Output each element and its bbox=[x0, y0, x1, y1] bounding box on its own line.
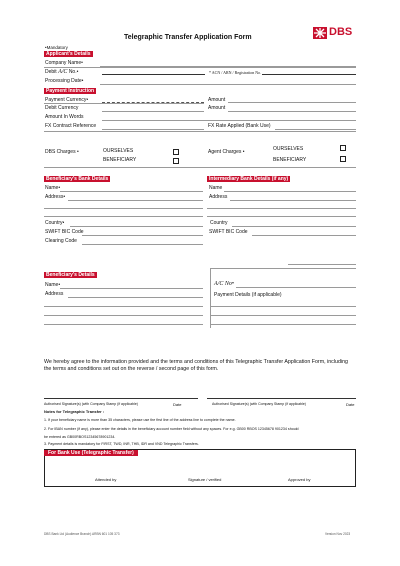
inter-bank-country-label: Country bbox=[210, 220, 228, 226]
beneficiary-header: Beneficiary's Details bbox=[46, 272, 95, 278]
bene-bank-address-line-3[interactable] bbox=[44, 216, 203, 217]
beneficiary-ac-field[interactable] bbox=[236, 287, 356, 288]
right-date-label: Date bbox=[346, 402, 355, 407]
inter-bank-address-label: Address bbox=[209, 194, 228, 200]
bene-bank-name-field[interactable] bbox=[60, 191, 203, 192]
beneficiary-1-label: BENEFICIARY bbox=[103, 157, 137, 163]
beneficiary-address-line-4[interactable] bbox=[44, 324, 203, 325]
inter-bank-extra-field[interactable] bbox=[288, 264, 356, 265]
company-name-label: Company Name• bbox=[45, 60, 83, 66]
left-date-label: Date bbox=[173, 402, 182, 407]
debit-currency-field[interactable] bbox=[102, 111, 204, 112]
note-2b: be entered as GB00RBOS12345678901234. bbox=[44, 435, 116, 439]
amount-2-label: Amount bbox=[208, 105, 226, 111]
debit-word: Debit bbox=[45, 69, 57, 75]
bene-bank-swift-field[interactable] bbox=[82, 235, 203, 236]
payment-details-line-1[interactable] bbox=[210, 306, 356, 307]
inter-bank-address-line-1[interactable] bbox=[230, 200, 356, 201]
payment-details-line-2[interactable] bbox=[210, 315, 356, 316]
dbs-logo-icon bbox=[313, 27, 327, 39]
amount-words-field[interactable] bbox=[102, 120, 356, 121]
acn-label: * ACN / ARN / Registration No. bbox=[209, 70, 262, 75]
fx-rate-label: FX Rate Applied (Bank Use) bbox=[208, 123, 271, 129]
applicant-header: Applicant's Details bbox=[46, 51, 91, 57]
beneficiary-ac-label: A/C No• bbox=[214, 281, 234, 287]
no-word: No.• bbox=[68, 69, 79, 75]
bene-bank-clearing-label: Clearing Code bbox=[45, 238, 77, 244]
bank-use-header: For Bank Use (Telegraphic Transfer) bbox=[44, 450, 138, 456]
divider bbox=[44, 67, 356, 68]
ourselves-1-label: OURSELVES bbox=[103, 148, 134, 154]
inter-bank-country-field[interactable] bbox=[232, 226, 356, 227]
approved-by-label: Approved by bbox=[288, 477, 311, 482]
left-signature-label: Authorised Signature(s) (with Company Stamp (if applicable) bbox=[44, 402, 138, 406]
notes-title: Notes for Telegraphic Transfer : bbox=[44, 409, 105, 414]
divider bbox=[44, 131, 356, 132]
inter-bank-name-label: Name bbox=[209, 185, 223, 191]
beneficiary-address-line-3[interactable] bbox=[44, 315, 203, 316]
inter-bank-swift-field[interactable] bbox=[252, 235, 356, 236]
divider bbox=[44, 167, 356, 168]
note-1: 1. If your beneficiary name is more than 35 characters, please use the first line of the address line to complete the name. bbox=[44, 418, 236, 422]
footer-left: DBS Bank Ltd (Audience Branch) ARBN 601 105 373 bbox=[44, 532, 120, 536]
beneficiary-2-checkbox[interactable] bbox=[340, 156, 346, 162]
bene-bank-header: Beneficiary's Bank Details bbox=[46, 176, 109, 182]
inter-bank-swift-label: SWIFT BIC Code bbox=[209, 229, 248, 235]
bene-bank-address-line-2[interactable] bbox=[44, 208, 203, 209]
fx-contract-label: FX Contract Reference bbox=[45, 123, 97, 129]
right-signature-label: Authorised Signature(s) (with Company Stamp (if applicable) bbox=[212, 402, 306, 406]
mandatory-note: •Mandatory bbox=[45, 45, 68, 50]
form-title: Telegraphic Transfer Application Form bbox=[124, 34, 252, 41]
amount-words-label: Amount In Words bbox=[45, 114, 84, 120]
processing-date-label: Processing Date• bbox=[45, 78, 84, 84]
inter-bank-name-field[interactable] bbox=[224, 191, 356, 192]
inter-bank-header: Intermediary Bank Details (if any) bbox=[209, 176, 289, 182]
attended-by-label: Attended by bbox=[95, 477, 117, 482]
beneficiary-name-label: Name• bbox=[45, 282, 61, 288]
ourselves-2-checkbox[interactable] bbox=[340, 145, 346, 151]
payment-currency-label: Payment Currency• bbox=[45, 97, 89, 103]
beneficiary-address-label: Address bbox=[45, 291, 64, 297]
footer-right: Version Nov 2023 bbox=[325, 532, 351, 536]
bene-bank-address-label: Address• bbox=[45, 194, 66, 200]
dbs-logo-text: DBS bbox=[329, 26, 353, 38]
bene-bank-name-label: Name• bbox=[45, 185, 61, 191]
inter-bank-address-line-3[interactable] bbox=[207, 216, 356, 217]
signature-verified-label: Signature / verified bbox=[188, 477, 222, 482]
ourselves-1-checkbox[interactable] bbox=[173, 149, 179, 155]
processing-date-field[interactable] bbox=[100, 84, 356, 85]
divider bbox=[44, 103, 204, 104]
payment-details-line-3[interactable] bbox=[210, 324, 356, 325]
beneficiary-address-line-2[interactable] bbox=[44, 306, 203, 307]
payment-header: Payment Instruction bbox=[46, 88, 95, 94]
left-signature-line[interactable] bbox=[44, 398, 198, 399]
bene-bank-country-field[interactable] bbox=[70, 226, 203, 227]
beneficiary-2-label: BENEFICIARY bbox=[273, 157, 307, 163]
ourselves-2-label: OURSELVES bbox=[273, 146, 304, 152]
amount-2-field[interactable] bbox=[228, 111, 356, 112]
acn-field[interactable] bbox=[262, 74, 356, 75]
debit-ac-label bbox=[45, 69, 78, 75]
bene-bank-clearing-field[interactable] bbox=[82, 244, 203, 245]
bene-bank-swift-label: SWIFT BIC Code bbox=[45, 229, 84, 235]
inter-bank-address-line-2[interactable] bbox=[207, 208, 356, 209]
beneficiary-1-checkbox[interactable] bbox=[173, 158, 179, 164]
amount-1-field[interactable] bbox=[228, 102, 356, 103]
payment-details-label: Payment Details (if applicable) bbox=[214, 292, 282, 298]
beneficiary-name-field[interactable] bbox=[60, 288, 203, 289]
bene-bank-address-line-1[interactable] bbox=[68, 200, 203, 201]
payment-details-box-left bbox=[210, 268, 211, 328]
note-2: 2. For IBAN number (if any), please enter the details in the beneficiary account number field without any spaces. For e.g. GB00 RBOS 12345678 901234 should bbox=[44, 427, 299, 431]
fx-rate-field[interactable] bbox=[275, 129, 356, 130]
bene-bank-country-label: Country• bbox=[45, 220, 65, 226]
debit-ac-field[interactable] bbox=[102, 74, 205, 75]
agreement-text: We hereby agree to the information provided and the terms and conditions of this Telegraphic Transfer Application Form, including the terms and conditions set out on the reverse / second page of this form. bbox=[44, 359, 348, 372]
note-3: 3. Payment details is mandatory for FIRST, TWD, INR, THB, IDR and VND Telegraphic Transfers. bbox=[44, 442, 199, 446]
amount-1-label: Amount bbox=[208, 97, 226, 103]
debit-currency-label: Debit Currency bbox=[45, 105, 79, 111]
payment-details-box-top bbox=[210, 268, 356, 269]
dbs-charges-label: DBS Charges • bbox=[45, 149, 79, 155]
fx-contract-field[interactable] bbox=[102, 129, 204, 130]
beneficiary-address-line-1[interactable] bbox=[68, 297, 203, 298]
right-signature-line[interactable] bbox=[207, 398, 356, 399]
ac-script: A/C bbox=[58, 69, 68, 75]
agent-charges-label: Agent Charges • bbox=[208, 149, 245, 155]
